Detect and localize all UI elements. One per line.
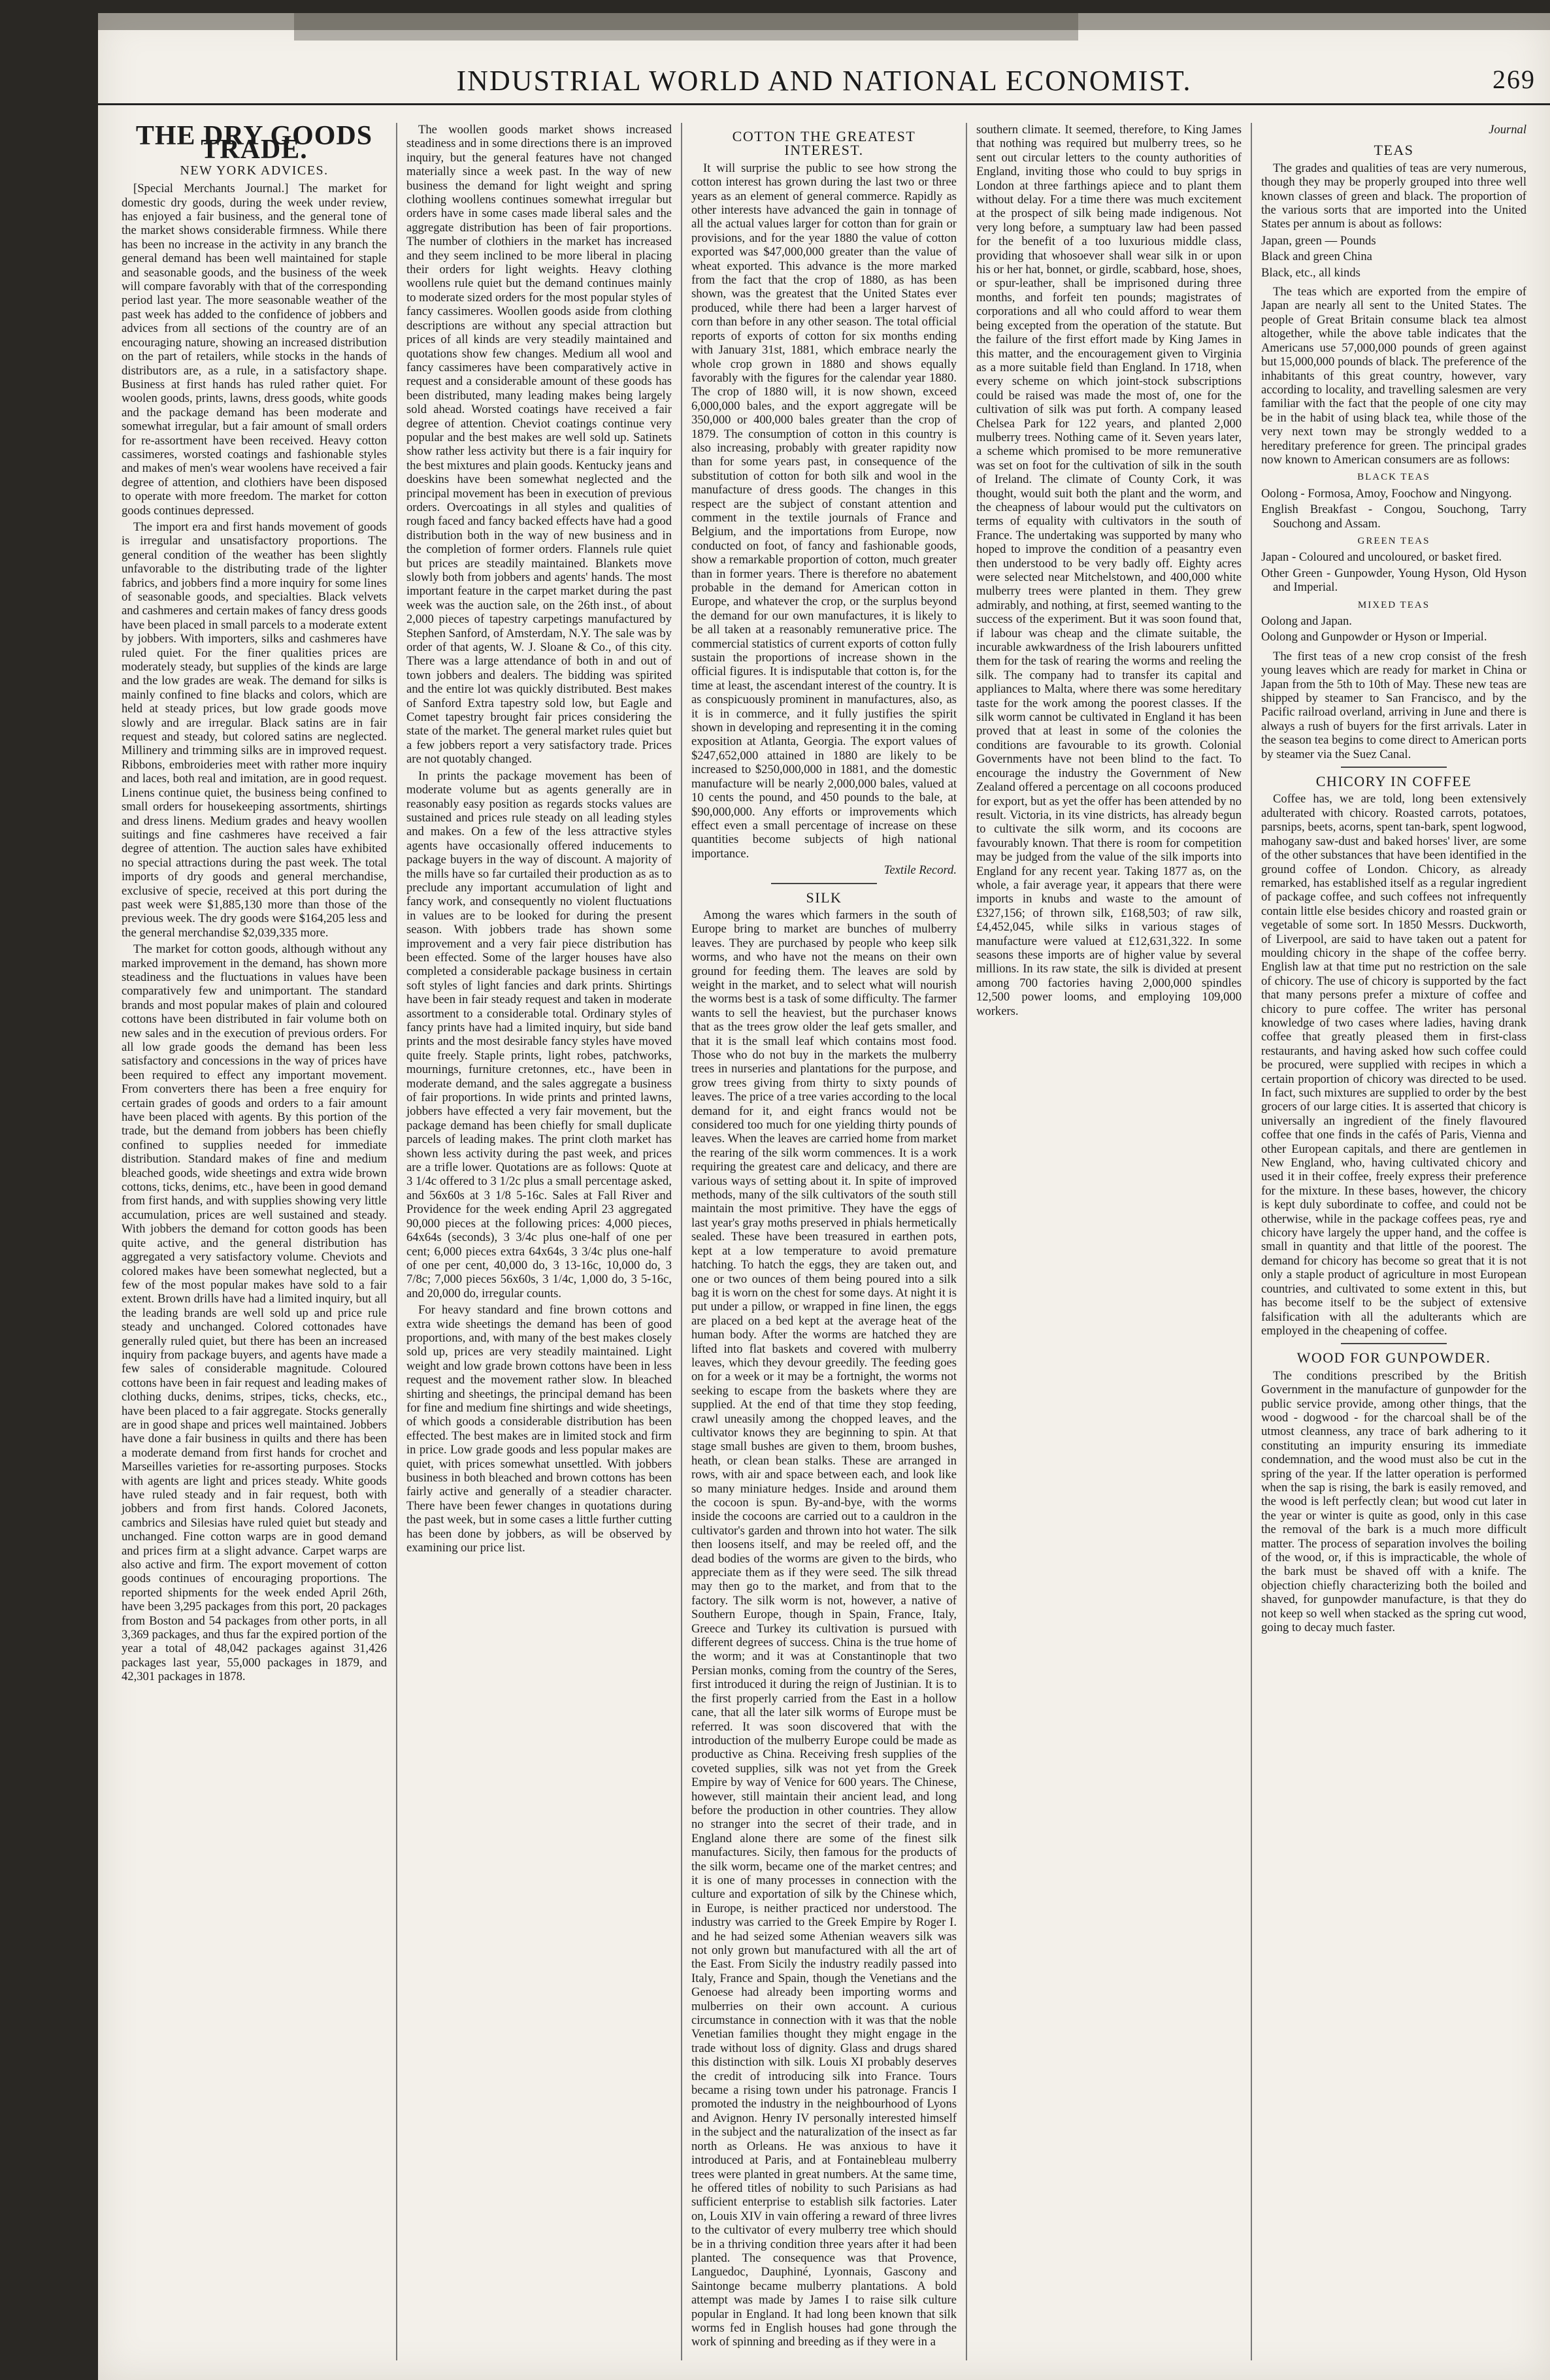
column-5 [1251, 123, 1536, 2360]
column-1 [112, 123, 396, 2360]
article-title-silk: SILK [806, 889, 842, 906]
tea-import-row: Black and green China [1261, 250, 1372, 264]
cotton-source: Textile Record. [883, 863, 957, 878]
section-divider [1341, 767, 1447, 768]
article-title-teas: TEAS [1374, 142, 1414, 159]
print-smudge [98, 13, 1550, 52]
running-title: INDUSTRIAL WORLD AND NATIONAL ECONOMIST. [456, 65, 1192, 97]
tea-grade-item: Oolong and Japan. [1261, 614, 1352, 628]
tea-grade-item: Oolong - Formosa, Amoy, Foochow and Ningyong. [1261, 486, 1512, 501]
teas-closing: The first teas of a new crop consist of the fresh young leaves which are ready for market in China or Japan from the 5th to 10th of May. These new teas are shipped by steamer to San Francisco, and by the Pacific railroad overland, arriving in June and there is always a rush of buyers for the first arrivals. Later in the season tea begins to come direct to American ports by steamer via the Suez Canal. [1261, 649, 1526, 761]
running-head [98, 64, 1550, 105]
silk-paragraph: Among the wares which farmers in the south of Europe bring to market are bunches of mulberry leaves. They are purchased by people who keep silk worms, and who have not the means on their own ground for feeding them. The leaves are sold by weight in the market, and to select what will nourish the worms best is a task of some difficulty. The farmer wants to sell the heaviest, but the purchaser knows that as the trees grow older the leaf gets smaller, and that it is the small leaf which contains most food. Those who do not buy in the markets the mulberry trees in nurseries and plantations for the purpose, and grow trees giving from thirty to sixty pounds of leaves. The price of a tree varies according to the local demand for it, and eight francs would not be considered too much for one yielding thirty pounds of leaves. When the leaves are carried home from market the rearing of the silk worm commences. It is a work requiring the greatest care and delicacy, and there are various ways of setting about it. In spite of improved methods, many of the silk cultivators of the south still maintain the most primitive. They have the eggs of last year's gray moths preserved in phials hermetically sealed. These have been treasured in earthen pots, kept at a low temperature to avoid premature hatching. To hatch the eggs, they are taken out, and one or two ounces of them being poured into a silk bag it is worn on the chest for some days. At night it is put under a pillow, or wrapped in fine linen, the eggs are placed on a bed kept at the average heat of the human body. After the worms are hatched they are lifted into flat baskets and covered with mulberry leaves, which they devour greedily. The feeding goes on for a week or it may be a fortnight, the worms not seeking to escape from the baskets where they are supplied. At the end of that time they stop feeding, crawl uneasily among the chopped leaves, and the cultivator knows they are beginning to spin. At that stage small bushes are given to them, broom bushes, heath, or clean bean stalks. These are arranged in rows, with air and space between each, and look like so many miniature hedges. Inside and around them the cocoon is spun. By-and-bye, with the worms inside the cocoons are carried out to a cauldron in the cultivator's garden and thrown into hot water. The silk then loosens itself, and may be reeled off, and the dead bodies of the worms are given to the birds, who appreciate them as if they were seed. The silk thread may then go to the market, and from that to the factory. The silk worm is not, however, a native of Southern Europe, though in Spain, France, Italy, Greece and Turkey its cultivation is pursued with different degrees of success. China is the true home of the worm; and it was at Constantinople that two Persian monks, coming from the country of the Seres, first introduced it during the reign of Justinian. It is to the first properly carried from the East in a hollow cane, that all the later silk worms of Europe must be referred. It was soon discovered that with the introduction of the mulberry Europe could be made as productive as China. Receiving fresh supplies of the coveted supplies, silk was not yet from the Greek Empire by way of Venice for 600 years. The Chinese, however, still maintain their ancient lead, and long before the production in other countries. They allow no stranger into the secret of their trade, and in England alone there are some of the finest silk manufactures. Sicily, then famous for the products of the silk worm, became one of the market centres; and it is one of many processes in connection with the culture and exportation of silk by the Chinese which, in Europe, is neither practiced nor understood. The industry was carried to the Greek Empire by Roger I. and he had seized some Athenian weavers silk was not only grown but manufactured with all the art of the East. From Sicily the industry readily passed into Italy, France and Spain, though the Venetians and the Genoese had already been importing worms and mulberries on their own account. A curious circumstance in connection with it was that the noble Venetian families thought they might engage in the trade without loss of dignity. Glass and drugs shared this distinction with silk. Louis XI probably deserves the credit of introducing silk into France. Tours became a rising town under his patronage. Francis I promoted the industry in the neighbourhood of Lyons and Avignon. Henry IV personally interested himself in the subject and the naturalization of the insect as far north as Orleans. He was anxious to have it introduced at Paris, and at Fontainebleau mulberry trees were planted in great numbers. At the same time, he offered titles of nobility to such Parisians as had sufficient enterprise to establish silk factories. Later on, Louis XIV in vain offering a reward of three livres to the cultivator of every mulberry tree which should be in a thriving condition three years after it had been planted. The consequence was that Provence, Languedoc, Dauphiné, Lyonnais, Gascony and Saintonge became mulberry plantations. A bold attempt was made by James I to raise silk culture popular in England. It had long been known that silk worms fed in English houses had gone through the work of spinning and breeding as if they were in a [691, 908, 957, 2349]
column-3 [681, 123, 966, 2360]
section-divider [771, 883, 877, 884]
dry-goods-paragraph: The import era and first hands movement of goods is irregular and unsatisfactory proportions. The general condition of the weather has been slightly unfavorable to the distributing trade of the lighter fabrics, and jobbers find a more inquiry for some lines of seasonable goods, and specialties. Black velvets and cashmeres and certain makes of fancy dress goods have been placed in small parcels to a moderate extent by jobbers. With importers, silks and cashmeres have ruled quiet. For the finer qualities prices are moderately steady, but supplies of the kinds are large and the low grades are weak. The demand for silks is mainly confined to fine blacks and colors, which are held at steady prices, but low grade goods move slowly and are irregular. Black satins are in fair request and steady, but colored satins are neglected. Millinery and trimming silks are in improved request. Ribbons, embroideries meet with rather more inquiry and laces, both real and imitation, are in good request. Linens continue quiet, the business being confined to small orders for housekeeping assortments, shirtings and dress linens. Medium grades and heavy woollen suitings and fine cashmeres have received a fair degree of attention. The auction sales have exhibited no special attractions during the past week. The total imports of dry goods and general merchandise, exclusive of specie, received at this port during the past week were $1,885,130 more than those of the previous week. The dry goods were $164,205 less and the general merchandise $2,039,335 more. [122, 520, 387, 940]
tea-grade-item: English Breakfast - Congou, Souchong, Tarry Souchong and Assam. [1261, 503, 1526, 531]
column-4 [966, 123, 1251, 2360]
tea-import-table [1261, 234, 1526, 280]
dry-goods-paragraph: For heavy standard and fine brown cottons and extra wide sheetings the demand has been of good proportions, and, with many of the best makes closely sold up, prices are very steadily maintained. Light weight and low grade brown cottons have been in less request and the movement rather slow. In bleached shirting and sheetings, the principal demand has been for fine and medium fine shirtings and wide sheetings, of which goods a considerable distribution has been effected. The best makes are in limited stock and firm in price. Low grade goods and less popular makes are quiet, with prices somewhat unsettled. With jobbers business in both bleached and brown cottons has been fairly active and generally of a steadier character. There have been fewer changes in quotations during the past week, but in some cases a little further cutting has been done by jobbers, as will be observed by examining our price list. [406, 1303, 672, 1555]
columns [112, 123, 1536, 2360]
silk-source: Journal [1489, 123, 1526, 137]
gunpowder-paragraph: The conditions prescribed by the British Government in the manufacture of gunpowder for the public service provide, among other things, that the wood - dogwood - for the charcoal shall be of the utmost cleanness, any trace of bark adhering to it constituting an impurity ensuring its immediate condemnation, and the wood must also be cut in the spring of the year. If the latter operation is performed when the sap is rising, the bark is easily removed, and the wood is left perfectly clean; but wood cut later in the year or winter is quite as good, only in this case the removal of the bark is a much more difficult matter. The process of separation involves the boiling of the wood, or, if this is impracticable, the whole of the bark must be shaved off with a knife. The objection chiefly characterizing both the boiled and shaved, for gunpowder manufacture, is that they do not keep so well when stacked as the spring cut wood, going to decay much faster. [1261, 1368, 1526, 1635]
dry-goods-paragraph: In prints the package movement has been of moderate volume but as agents generally are in reasonably easy position as regards stocks values are sustained and prices rule steady on all leading styles and makes. On a few of the less attractive styles agents have occasionally offered inducements to package buyers in the way of discount. A majority of the mills have so far curtailed their production as as to preclude any important accumulation of light and fancy work, and consequently no violent fluctuations in values are to be looked for during the present season. With jobbers trade has shown some improvement and a very fair piece distribution has been effected. Some of the larger houses have also completed a considerable package business in certain soft styles of light fancies and dark prints. Shirtings have been in fair steady request and taken in moderate assortment to a considerable total. Ordinary styles of fancy prints have had a limited inquiry, but side band prints and the most desirable fancy styles have moved quite freely. Staple prints, light robes, patchworks, mournings, furniture cretonnes, etc., have been in moderate demand, and the sales aggregate a business of fair proportions. In wide prints and printed lawns, jobbers have effected a very fair movement, but the package demand has been chiefly for small duplicate parcels of leading makes. The print cloth market has shown less activity during the past week, and prices are a trifle lower. Quotations are as follows: Quote at 3 1/4c offered to 3 1/2c plus a small percentage asked, and 56x60s at 3 1/8 5-16c. Sales at Fall River and Providence for the week ending April 23 aggregated 90,000 pieces at the following prices: 4,000 pieces, 64x64s (seconds), 3 3/4c plus one-half of one per cent; 6,000 pieces extra 64x64s, 3 3/4c plus one-half of one per cent, 40,000 do, 3 13-16c, 10,000 do, 3 7/8c; 7,000 pieces 56x60s, 3 1/4c, 1,000 do, 3 5-16c, and 20,000 do, irregular counts. [406, 769, 672, 1300]
column-2 [396, 123, 681, 2360]
cotton-paragraph: It will surprise the public to see how strong the cotton interest has grown during the last two or three years as an element of general commerce. Rapidly as other interests have advanced the gain in tonnage of all the actual values larger for cotton than for grain or provisions, and for the year 1880 the value of cotton exported was $47,000,000 greater than the value of wheat exported. This advance is the more marked from the fact that the crop of 1880, as has been shown, was the greatest that the United States ever produced, while there had been a larger harvest of corn than before in any other season. The total official reports of exports of cotton for six months ending with January 31st, 1881, which embrace nearly the whole crop grown in 1880 and shows equally favorably with the figures for the calendar year 1880. The crop of 1880 will, it is now shown, exceed 6,000,000 bales, and the export aggregate will be 350,000 or 400,000 bales greater than the crop of 1879. The consumption of cotton in this country is also increasing, probably with greater rapidity now than for some years past, in consequence of the substitution of cotton for both silk and wool in the manufacture of dress goods. The changes in this respect are the subject of constant attention and comment in the textile journals of France and Belgium, and the importations from Europe, now conducted on foot, of fancy and fashionable goods, show a remarkable proportion of cotton, much greater than in former years. There is therefore no abatement probable in the demand for American cotton in Europe, and whatever the crop, or the surplus beyond the demand for our own manufactures, it is likely to be all taken at a reasonably remunerative price. The commercial statistics of current exports of cotton fully sustain the proportions of increase shown in the official figures. It is indisputable that cotton is, for the time at least, the ascendant interest of the country. It is as conspicuously prominent in manufactures, also, as it is in commerce, and it fully justifies the spirit shown in developing and representing it in the coming exposition at Atlanta, Georgia. The export values of $247,652,000 attained in 1880 are likely to be increased to $250,000,000 in 1881, and the domestic manufacture will be nearly 2,000,000 bales, valued at 10 cents the pound, and 450 pounds to the bale, at $90,000,000. Any efforts or improvements which effect even a small percentage of increase on these quantities become subjects of high national importance. [691, 161, 957, 861]
black-teas-label: BLACK TEAS [1357, 472, 1430, 483]
tea-import-row: Japan, green — Pounds [1261, 233, 1376, 248]
article-title-chicory: CHICORY IN COFFEE [1315, 773, 1472, 790]
chicory-paragraph: Coffee has, we are told, long been extensively adulterated with chicory. Roasted carrots, potatoes, parsnips, beets, acorns, spent tan-bark, spent logwood, mahogany saw-dust and baked horses' liver, are some of the other substances that have been identified in the ground coffee of London. Chicory, as already remarked, has established itself as a regular ingredient of package coffee, and such coffees not infrequently contain little else besides chicory and roasted grain or vegetable of some sort. In 1850 Messrs. Duckworth, of Liverpool, are said to have taken out a patent for moulding chicory in the shape of the coffee berry. English law at that time put no restriction on the sale of chicory. The use of chicory is supported by the fact that many persons prefer a mixture of coffee and chicory to pure coffee. The writer has personal knowledge of two cases where ladies, having drank coffee that greatly pleased them in first-class restaurants, and having asked how such coffee could be procured, were supplied with recipes in which a certain proportion of chicory was directed to be used. In fact, such mixtures are supplied to order by the best grocers of our large cities. It is asserted that chicory is universally an ingredient of the finely flavoured coffee that one finds in the cafés of Paris, Vienna and other European capitals, and there are gentlemen in New England, who, having cultivated chicory and used it in their coffee, freely express their preference for the mixture. In these bases, however, the chicory is kept duly subordinate to coffee, and could not be otherwise, while in the package coffees peas, rye and chicory have largely the upper hand, and the coffee is small in quantity and that little of the poorest. The demand for chicory has become so great that it is not only a staple product of agriculture in most European countries, and cultivated to some extent in this, but has become itself to be the subject of extensive falsification with all the adulterants which are employed in the cheapening of coffee. [1261, 792, 1526, 1338]
article-title-dry-goods: THE DRY GOODS TRADE. [135, 123, 373, 165]
tea-grades-list [1261, 471, 1526, 644]
article-title-cotton: COTTON THE GREATEST INTEREST. [732, 128, 916, 159]
silk-continuation: southern climate. It seemed, therefore, to King James that nothing was required but mulberry trees, so he sent out circular letters to the county authorities of England, inviting those who could to buy sprigs in London at three farthings apiece and to plant them without delay. For a time there was much excitement at the prospect of silk being made indigenous. Not very long before, a sumptuary law had been passed for the benefit of a too luxurious middle class, providing that whosoever shall wear silk in or upon his or her hat, bonnet, or girdle, scabbard, hose, shoes, or spur-leather, shall be imprisoned during three months, and forfeit ten pounds; magistrates of corporations and all who could afford to wear them being excepted from the operation of the statute. But the failure of the first effort made by King James in this matter, and the encouragement given to Virginia as a more suitable field than England. In 1718, when every scheme on which joint-stock subscriptions could be raised was made the most of, one for the cultivation of silk was put forth. A company leased Chelsea Park for 122 years, and planted 2,000 mulberry trees. Nothing came of it. Seven years later, a scheme which promised to be more remunerative was set on foot for the cultivation of silk in the south of Ireland. The climate of County Cork, it was thought, would suit both the plant and the worm, and the cheapness of labour would put the cultivators on terms of equality with cultivators in the south of France. The undertaking was supported by many who hoped to improve the condition of a peasantry even then understood to be very badly off. Eighty acres were selected near Mitchelstown, and 400,000 white mulberry trees were planted in them. They grew admirably, and nothing, at first, seemed wanting to the success of the experiment. But it was soon found that, if labour was cheap and the climate suitable, the incurable awkwardness of the Irish labourers unfitted them for the task of rearing the worms and reeling the silk. The company had to transfer its capital and appliances to Malta, where there was some hereditary taste for the work among the poorest classes. If the silk worm cannot be cultivated in England it has been proved that at least in some of the colonies the conditions are favourable to its growth. Colonial Governments have not been blind to the fact. To encourage the industry the Government of New Zealand offered a percentage on all cocoons produced for export, but as yet the offer has been attended by no result. Victoria, in its vine districts, has already begun to cultivate the silk worm, and its cocoons are favourably known. That there is room for competition may be judged from the value of the silk imports into England for any recent year. Taking 1877 as, on the whole, a fair average year, it appears that there were imports in knubs and waste to the amount of £327,156; of thrown silk, £168,503; of raw silk, £4,452,045, while silks in various stages of manufacture were valued at £12,631,322. In some seasons these imports are of higher value by several millions. In its raw state, the silk is divided at present among 700 factories having 2,000,000 spindles 12,500 power looms, and employing 109,000 workers. [976, 123, 1242, 1018]
tea-grade-item: Other Green - Gunpowder, Young Hyson, Old Hyson and Imperial. [1261, 566, 1526, 595]
dry-goods-paragraph: [Special Merchants Journal.] The market for domestic dry goods, during the week under review, has enjoyed a fair business, and the general tone of the market shows considerable firmness. While there has been no increase in the activity in any branch the general demand has been well maintained for staple and seasonable goods, and the business of the week will compare favorably with that of the corresponding period last year. The more seasonable weather of the past week has added to the confidence of jobbers and advices from all sections of the country are of an encouraging nature, showing an increased distribution on the part of retailers, while stocks in the hands of distributors are, as a rule, in a satisfactory shape. Business at first hands has ruled rather quiet. For woolen goods, prints, lawns, dress goods, white goods and the package demand has been moderate and somewhat irregular, but a fair amount of small orders for re-assortment have been received. Heavy cotton cassimeres, worsted coatings and fashionable styles and makes of men's wear woolens have received a fair degree of attention, and clothiers have been disposed to operate with more freedom. The market for cotton goods continues depressed. [122, 182, 387, 518]
page-number: 269 [1492, 65, 1536, 94]
teas-body: The teas which are exported from the empire of Japan are nearly all sent to the United States. The people of Great Britain consume black tea almost altogether, while the above table indicates that the Americans use 57,000,000 pounds of green against but 15,000,000 pounds of black. The preference of the inhabitants of this great country, however, vary according to locality, and travelling salesmen are very familiar with the fact that the people of one city may be in the habit of using black tea, while those of the very next town may be strongly wedded to a hereditary preference for green. The principal grades now known to American consumers are as follows: [1261, 285, 1526, 467]
dry-goods-paragraph: The market for cotton goods, although without any marked improvement in the demand, has shown more steadiness and the fluctuations in values have been comparatively few and unimportant. The standard brands and most popular makes of plain and coloured cottons have been distributed in fair volume both on new sales and in the execution of previous orders. For all low grade goods the demand has been less satisfactory and concessions in the way of prices have been required to effect any important movement. From converters there has been a free enquiry for certain grades of goods and orders to a fair amount have been placed with agents. By this portion of the trade, but the demand from jobbers has been chiefly confined to supplies needed for immediate distribution. Standard makes of fine and medium bleached goods, wide sheetings and extra wide brown cottons, ticks, denims, etc., have been in good demand from first hands, and with supplies showing very little accumulation, prices are well sustained and steady. With jobbers the demand for cotton goods has been quite active, and the general distribution has aggregated a very satisfactory volume. Cheviots and colored makes have been somewhat neglected, but a few of the most popular makes have sold to a fair extent. Brown drills have had a limited inquiry, but all the leading brands are well sold up and price rule steady and unchanged. Colored cottonades have generally ruled quiet, but there has been an increased inquiry from package buyers, and agents have made a few sales of considerable magnitude. Coloured cottons have been in fair request and leading makes of clothing ducks, denims, stripes, ticks, checks, etc., have been placed to a fair aggregate. Stocks generally are in good shape and prices well maintained. Jobbers have done a fair business in quilts and there has been a moderate demand from first hands for crochet and Marseilles varieties for re-assorting purposes. Stocks with agents are light and prices steady. White goods have ruled steady and in fair request, both with jobbers and from first hands. Colored Jaconets, cambrics and Silesias have ruled quiet but steady and unchanged. Fine cotton warps are in good demand and prices firm at a slight advance. Carpet warps are also active and firm. The export movement of cotton goods continues of encouraging proportions. The reported shipments for the week ended April 26th, have been 3,295 packages from this port, 20 packages from Boston and 54 packages from other ports, in all 3,369 packages, and thus far the expired portion of the year a total of 48,042 packages against 31,426 packages last year, 55,000 packages in 1879, and 42,301 packages in 1878. [122, 942, 387, 1684]
dry-goods-paragraph: The woollen goods market shows increased steadiness and in some directions there is an improved inquiry, but the general features have not changed materially since a week past. In the way of new business the demand for light weight and spring clothing woollens continues somewhat irregular but orders have in some cases made liberal sales and the aggregate distribution has been of fair proportions. The number of clothiers in the market has increased and they seem inclined to be more liberal in placing their orders for light weights. Heavy clothing woollens rule quiet but the demand continues mainly to moderate sized orders for the most popular styles of fancy cassimeres. Woollen goods aside from clothing descriptions are without any special attraction but prices of all kinds are very steadily maintained and quotations show few changes. Medium all wool and fancy cassimeres have been comparatively active in request and a considerable amount of these goods has been distributed, many leading makes being largely sold ahead. Worsted coatings have received a fair degree of attention. Cheviot coatings continue very popular and the best makes are well sold up. Satinets show rather less activity but there is a fair inquiry for the best mixtures and plain goods. Kentucky jeans and doeskins have been somewhat neglected and the principal movement has been in execution of previous orders. Overcoatings in all styles and qualities of rough faced and fancy backed effects have had a good distribution both in the way of new business and in the completion of former orders. Flannels rule quiet but prices are steadily maintained. Blankets move slowly both from jobbers and agents' hands. The most important feature in the carpet market during the past week was the auction sale, on the 26th inst., of about 2,000 pieces of tapestry carpetings manufactured by Stephen Sanford, of Amsterdam, N.Y. The sale was by order of that agents, W. J. Sloane & Co., of this city. There was a large attendance of both in and out of town jobbers and dealers. The bidding was spirited and the entire lot was quickly distributed. Best makes of Sanford Extra tapestry sold low, but Eagle and Comet tapestry brought fair prices considering the state of the market. The general market rules quiet but a few jobbers report a very satisfactory trade. Prices are not quotably changed. [406, 123, 672, 767]
article-subtitle-dry-goods: NEW YORK ADVICES. [180, 163, 329, 178]
section-divider [1341, 1343, 1447, 1344]
tea-import-row: Black, etc., all kinds [1261, 265, 1360, 280]
tea-grade-item: Oolong and Gunpowder or Hyson or Imperial. [1261, 630, 1487, 644]
tea-grade-item: Japan - Coloured and uncoloured, or basket fired. [1261, 550, 1502, 565]
teas-intro: The grades and qualities of teas are very numerous, though they may be properly grouped into three well known classes of green and black. The proportion of the various sorts that are imported into the United States per annum is about as follows: [1261, 161, 1526, 231]
green-teas-label: GREEN TEAS [1357, 535, 1430, 546]
newspaper-page [98, 13, 1550, 2380]
mixed-teas-label: MIXED TEAS [1357, 599, 1430, 610]
article-title-gunpowder: WOOD FOR GUNPOWDER. [1296, 1349, 1491, 1366]
